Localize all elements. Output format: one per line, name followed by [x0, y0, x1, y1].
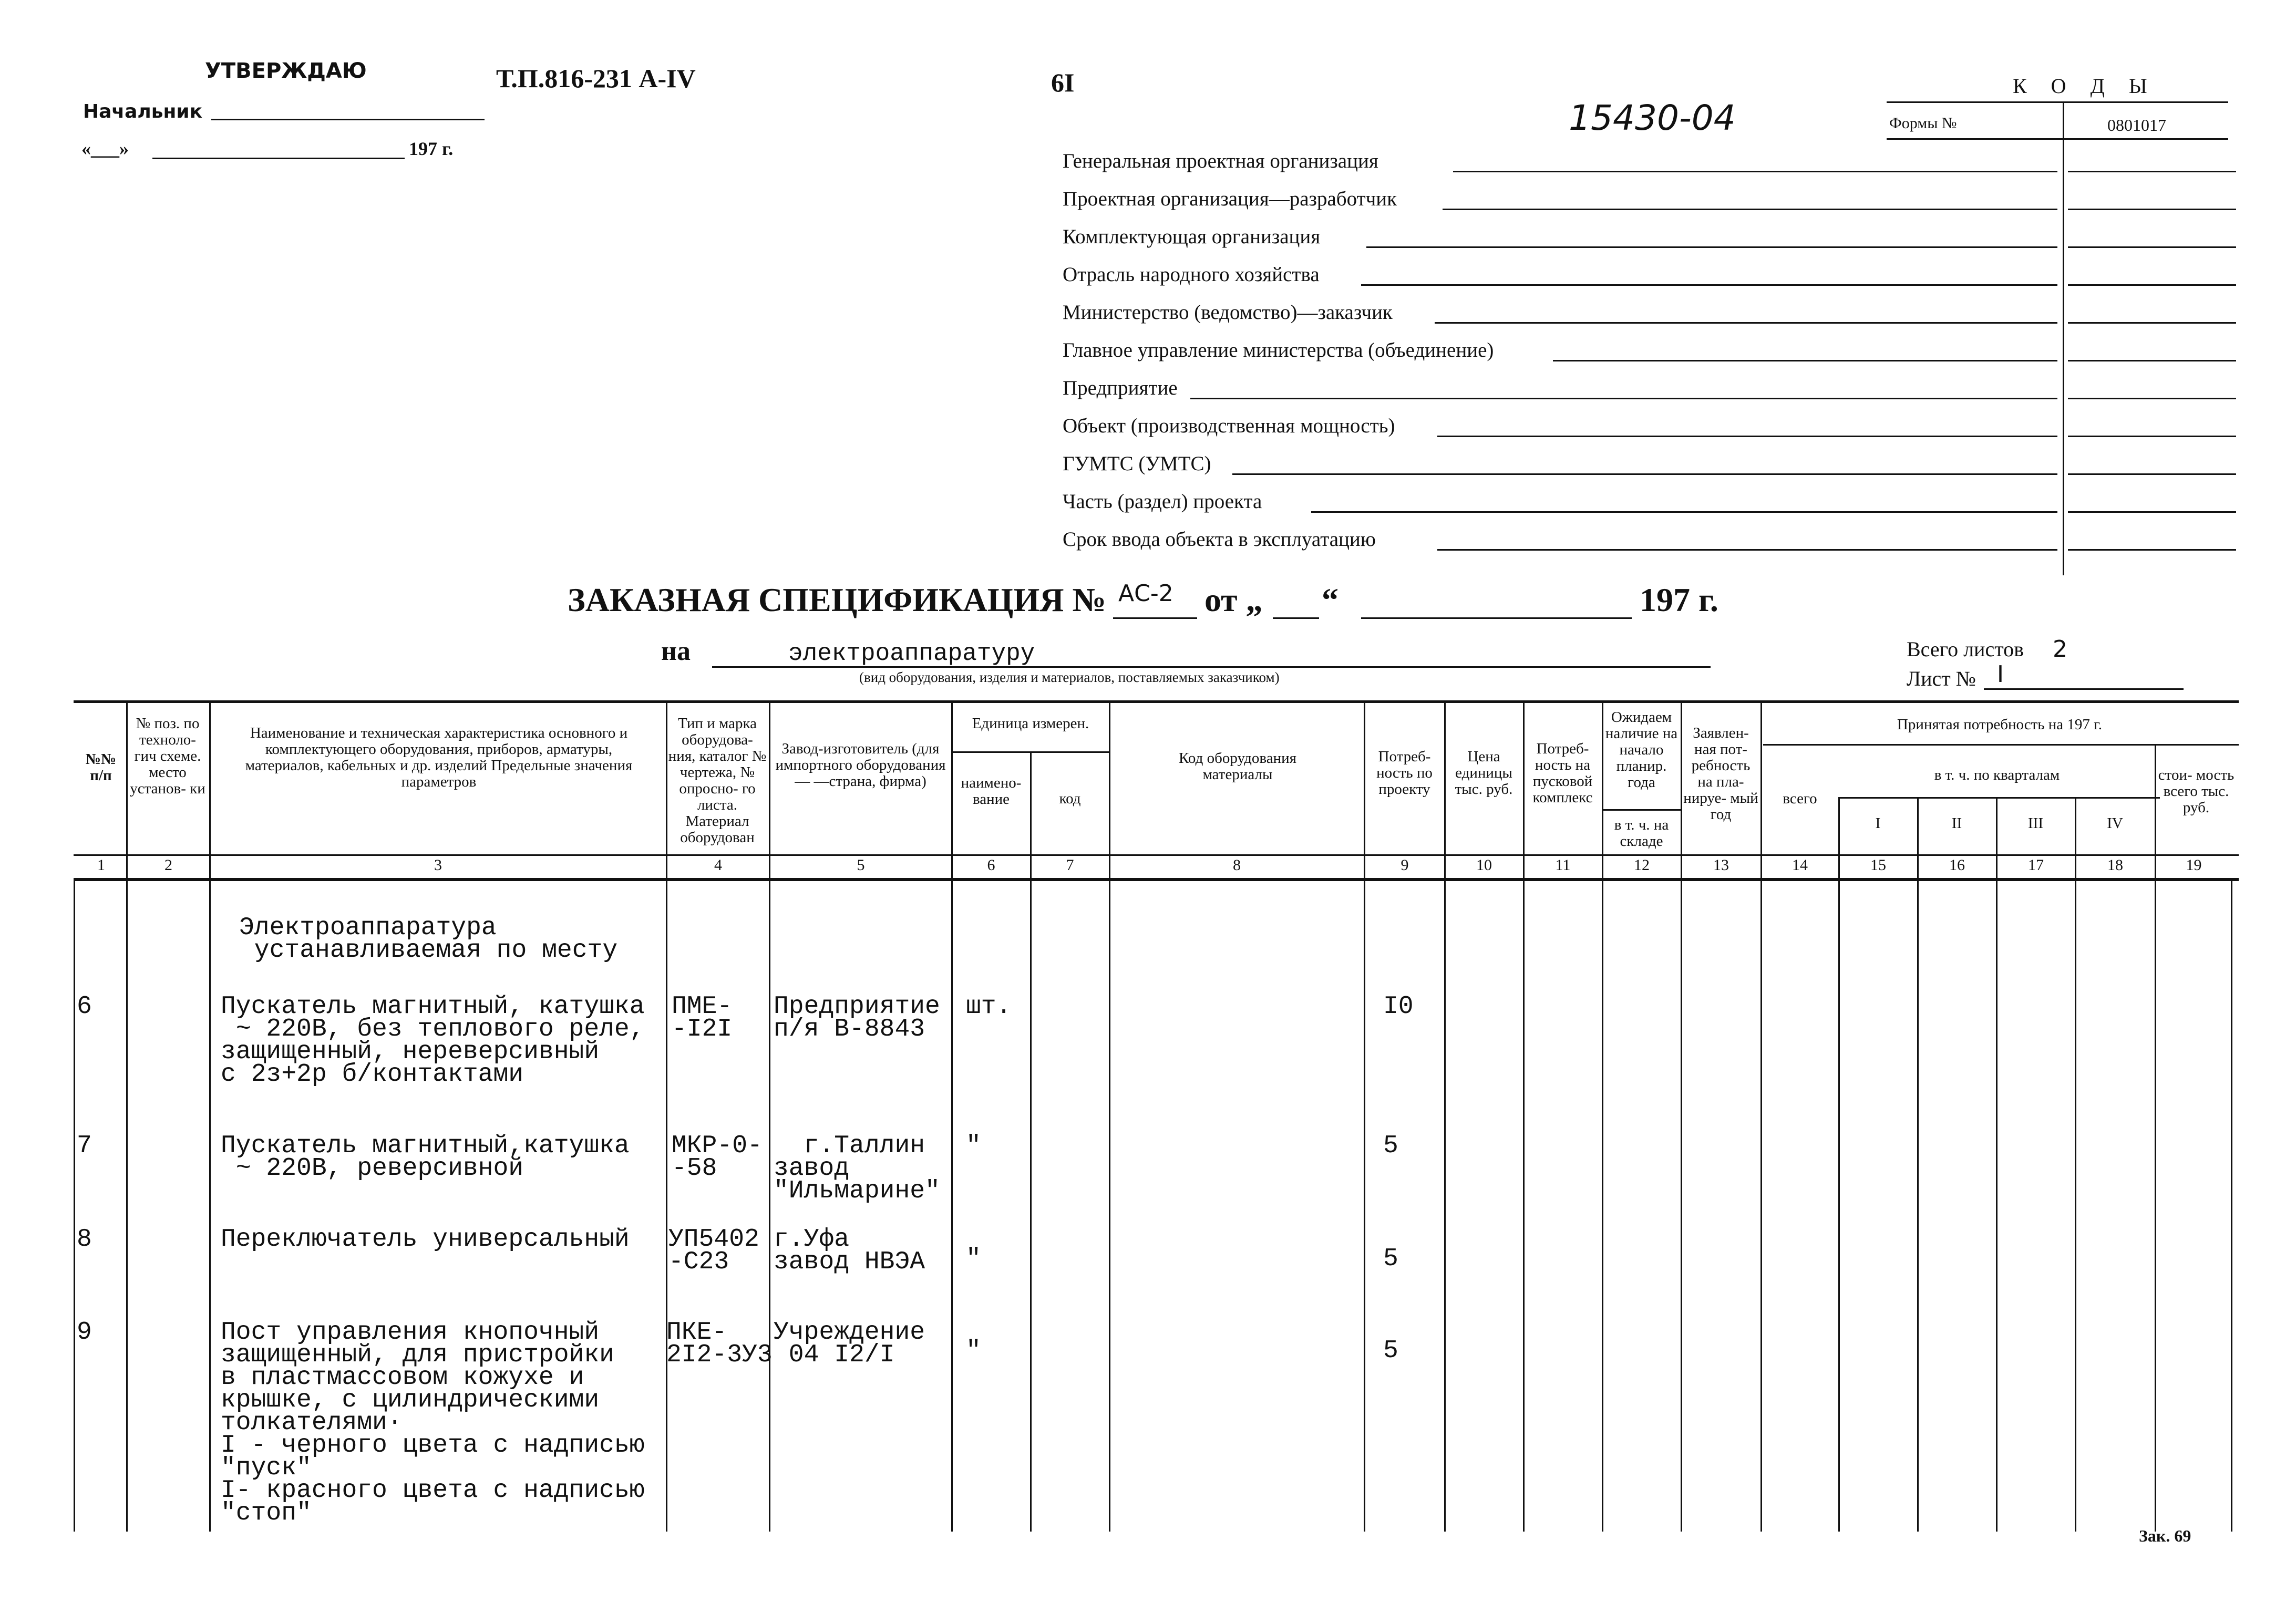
- spec-number-line: [1113, 617, 1197, 619]
- code-line-1: [2068, 209, 2236, 210]
- header-col-12b: в т. ч. на складе: [1614, 816, 1669, 850]
- field-line-10: [1437, 549, 2057, 551]
- spec-quote: “: [1322, 581, 1339, 618]
- vline-9: [1523, 701, 1525, 1532]
- colnum-1: 1: [97, 856, 105, 874]
- code-line-2: [2068, 246, 2236, 248]
- header-col-5: Завод-изготовитель (для импортного оборудования— —страна, фирма): [775, 740, 946, 790]
- header-col-6: наимено- вание: [961, 774, 1022, 808]
- colnum-18: 18: [2107, 856, 2123, 874]
- spec-subject: электроаппаратуру: [788, 640, 1035, 667]
- codes-form-line: [1887, 138, 2228, 140]
- header-quarter-3: III: [2028, 815, 2043, 832]
- chief-signature-line: [211, 119, 485, 120]
- code-line-10: [2068, 549, 2236, 551]
- code-line-7: [2068, 436, 2236, 437]
- sheet-value: I: [1997, 661, 2004, 688]
- field-gumts: ГУМТС (УМТС): [1063, 452, 1211, 475]
- header-col-1: №№ п/п: [85, 751, 117, 784]
- item-name: Переключатель универсальный: [221, 1225, 630, 1254]
- header-col-8: Код оборудования материалы: [1179, 750, 1296, 783]
- item-unit: шт.: [966, 992, 1012, 1021]
- item-unit: ": [966, 1132, 981, 1160]
- vline-18: [2231, 879, 2232, 1532]
- vline-13: [1838, 797, 1840, 1532]
- vline-12: [1760, 701, 1762, 1532]
- spec-month-line: [1361, 617, 1632, 619]
- colnum-16: 16: [1949, 856, 1965, 874]
- code-line-5: [2068, 360, 2236, 361]
- header-col-12: Ожидаем наличие на начало планир. года: [1605, 709, 1678, 791]
- spec-year: 197 г.: [1640, 581, 1718, 618]
- field-line-9: [1311, 511, 2057, 513]
- colnum-14: 14: [1792, 856, 1808, 874]
- table-colnum-top-line: [74, 854, 2239, 856]
- header-col-14-19: Принятая потребность на 197 г.: [1897, 716, 2103, 733]
- doc-number: 15430-04: [1569, 98, 1736, 138]
- row-number: 9: [77, 1318, 92, 1347]
- field-line-1: [1443, 209, 2057, 210]
- vline-8: [1444, 701, 1446, 1532]
- item-qty: 5: [1383, 1245, 1398, 1273]
- item-type: ПКЕ- 2I2-3У3: [666, 1318, 773, 1369]
- order-number: Зак. 69: [2139, 1526, 2191, 1545]
- spec-title: ЗАКАЗНАЯ СПЕЦИФИКАЦИЯ №: [568, 581, 1106, 618]
- colnum-17: 17: [2028, 856, 2044, 874]
- field-object: Объект (производственная мощность): [1063, 415, 1395, 437]
- field-industry: Отрасль народного хозяйства: [1063, 263, 1320, 286]
- header-col-14: всего: [1783, 790, 1817, 807]
- code-line-4: [2068, 322, 2236, 324]
- total-sheets-value: 2: [2053, 636, 2067, 663]
- colnum-13: 13: [1713, 856, 1729, 874]
- item-type: МКР-0- -58: [672, 1132, 763, 1183]
- item-unit: ": [966, 1245, 981, 1273]
- spec-subject-caption: (вид оборудования, изделия и материалов, поставляемых заказчиком): [859, 669, 1280, 685]
- colnum-9: 9: [1401, 856, 1409, 874]
- field-line-8: [1232, 473, 2057, 475]
- item-unit: ": [966, 1337, 981, 1365]
- header-quarter-2: II: [1951, 815, 1962, 832]
- item-maker: г.Уфа завод НВЭА: [774, 1225, 925, 1276]
- section-title: Электроаппаратура устанавливаемая по месту: [239, 914, 618, 965]
- total-sheets-label: Всего листов: [1907, 637, 2024, 661]
- item-type: УП5402 -С23: [668, 1225, 759, 1276]
- table-top-line: [74, 700, 2239, 703]
- header-col-9: Потреб- ность по проекту: [1376, 748, 1433, 798]
- quarters-subline: [1839, 797, 2160, 799]
- item-name: Пост управления кнопочный защищенный, для пристройки в пластмассовом кожухе и крышке, с цилиндрическими толкателями· I - черного цвета с надписью "пуск" I- красного цвета с надписью "стоп": [221, 1318, 645, 1527]
- field-line-4: [1435, 322, 2057, 324]
- code-line-0: [2068, 171, 2236, 172]
- field-design-org: Проектная организация—разработчик: [1063, 188, 1397, 210]
- field-ministry: Министерство (ведомство)—заказчик: [1063, 301, 1393, 324]
- field-enterprise: Предприятие: [1063, 377, 1178, 399]
- page-number: 6I: [1051, 68, 1075, 97]
- header-col-11: Потреб- ность на пусковой комплекс: [1532, 740, 1593, 806]
- spec-on: на: [661, 636, 691, 666]
- header-col-13: Заявлен- ная пот- ребность на пла- нируе- мый год: [1683, 725, 1758, 823]
- colnum-11: 11: [1555, 856, 1571, 874]
- item-name: Пускатель магнитный,катушка ~ 220В, реверсивной: [221, 1132, 630, 1183]
- sheet-label: Лист №: [1907, 667, 1976, 690]
- header-col-19: стои- мость всего тыс. руб.: [2158, 767, 2235, 816]
- spec-number: АС-2: [1118, 580, 1173, 607]
- item-maker: Учреждение 04 I2/I: [774, 1318, 925, 1369]
- sheet-line: [1984, 688, 2184, 690]
- date-year: 197 г.: [409, 138, 454, 159]
- spec-day-line: [1273, 617, 1319, 619]
- code-line-6: [2068, 398, 2236, 399]
- vline-14: [1917, 797, 1919, 1532]
- codes-top-line: [1887, 101, 2228, 103]
- vline-7: [1364, 701, 1365, 1532]
- row-number: 7: [77, 1132, 92, 1160]
- colnum-5: 5: [857, 856, 865, 874]
- date-prefix: «___»: [81, 138, 129, 159]
- spec-subject-line: [712, 666, 1711, 668]
- item-qty: 5: [1383, 1337, 1398, 1365]
- row-number: 8: [77, 1225, 92, 1254]
- vline-3: [769, 701, 770, 1532]
- colnum-19: 19: [2186, 856, 2202, 874]
- vline-left-body: [74, 879, 75, 1532]
- header-col-7: код: [1059, 790, 1081, 807]
- date-line: [152, 158, 405, 159]
- field-line-0: [1453, 171, 2057, 172]
- item-qty: 5: [1383, 1132, 1398, 1160]
- colnum-4: 4: [714, 856, 722, 874]
- accepted-subline: [1763, 744, 2239, 746]
- item-type: ПМЕ- -I2I: [672, 992, 733, 1043]
- codes-title: К О Д Ы: [2013, 74, 2157, 98]
- field-general-org: Генеральная проектная организация: [1063, 150, 1378, 172]
- tp-code: Т.П.816-231 А-IV: [496, 64, 696, 93]
- vline-0: [126, 701, 128, 1532]
- header-quarter-1: I: [1875, 815, 1881, 832]
- header-col-15-18: в т. ч. по кварталам: [1934, 767, 2060, 783]
- spec-from: от „: [1204, 581, 1263, 618]
- colnum-6: 6: [987, 856, 995, 874]
- vline-15: [1996, 797, 1998, 1532]
- colnum-7: 7: [1066, 856, 1074, 874]
- vline-1: [209, 701, 211, 1532]
- header-col-6-7: Единица измерен.: [972, 715, 1089, 732]
- form-value: 0801017: [2107, 116, 2166, 135]
- field-main-dept: Главное управление министерства (объединение): [1063, 339, 1494, 361]
- item-qty: I0: [1383, 992, 1414, 1021]
- vline-4: [951, 701, 953, 1532]
- header-col-3: Наименование и техническая характеристика основного и комплектующего оборудования, приборов, арматуры, материалов, кабельных и др. изделий Предельные значения параметров: [245, 725, 633, 790]
- field-complect-org: Комплектующая организация: [1063, 225, 1321, 248]
- header-quarter-4: IV: [2107, 815, 2123, 832]
- colnum-8: 8: [1233, 856, 1241, 874]
- item-name: Пускатель магнитный, катушка ~ 220В, без теплового реле, защищенный, нереверсивный с 2з+2р б/контактами: [221, 992, 645, 1089]
- field-line-5: [1553, 360, 2057, 361]
- vline-10: [1602, 701, 1603, 1532]
- header-col-4: Тип и марка оборудова- ния, каталог № чертежа, № опросно- го листа. Материал оборудован: [668, 715, 767, 846]
- header-col-2: № поз. по техноло- гич схеме. место установ- ки: [130, 715, 205, 797]
- codes-divider: [2063, 102, 2064, 575]
- field-line-6: [1190, 398, 2057, 399]
- row-number: 6: [77, 992, 92, 1021]
- table-body-top-line: [74, 878, 2239, 881]
- vline-6: [1109, 701, 1110, 1532]
- field-deadline: Срок ввода объекта в эксплуатацию: [1063, 528, 1376, 551]
- code-line-9: [2068, 511, 2236, 513]
- approve-label: УТВЕРЖДАЮ: [205, 59, 367, 83]
- header-col-10: Цена единицы тыс. руб.: [1455, 748, 1513, 798]
- field-line-3: [1361, 284, 2057, 286]
- field-section: Часть (раздел) проекта: [1063, 490, 1262, 513]
- colnum-12: 12: [1634, 856, 1650, 874]
- colnum-2: 2: [164, 856, 172, 874]
- colnum-15: 15: [1870, 856, 1886, 874]
- stock-subline: [1603, 809, 1682, 811]
- field-line-7: [1437, 436, 2057, 437]
- item-maker: Предприятие п/я В-8843: [774, 992, 940, 1043]
- chief-label: Начальник: [83, 101, 203, 122]
- code-line-3: [2068, 284, 2236, 286]
- vline-11: [1681, 701, 1682, 1532]
- vline-16: [2075, 797, 2076, 1532]
- colnum-10: 10: [1476, 856, 1492, 874]
- code-line-8: [2068, 473, 2236, 475]
- form-label: Формы №: [1889, 115, 1957, 132]
- field-line-2: [1366, 246, 2057, 248]
- colnum-3: 3: [434, 856, 442, 874]
- item-maker: г.Таллин завод "Ильмарине": [774, 1132, 940, 1205]
